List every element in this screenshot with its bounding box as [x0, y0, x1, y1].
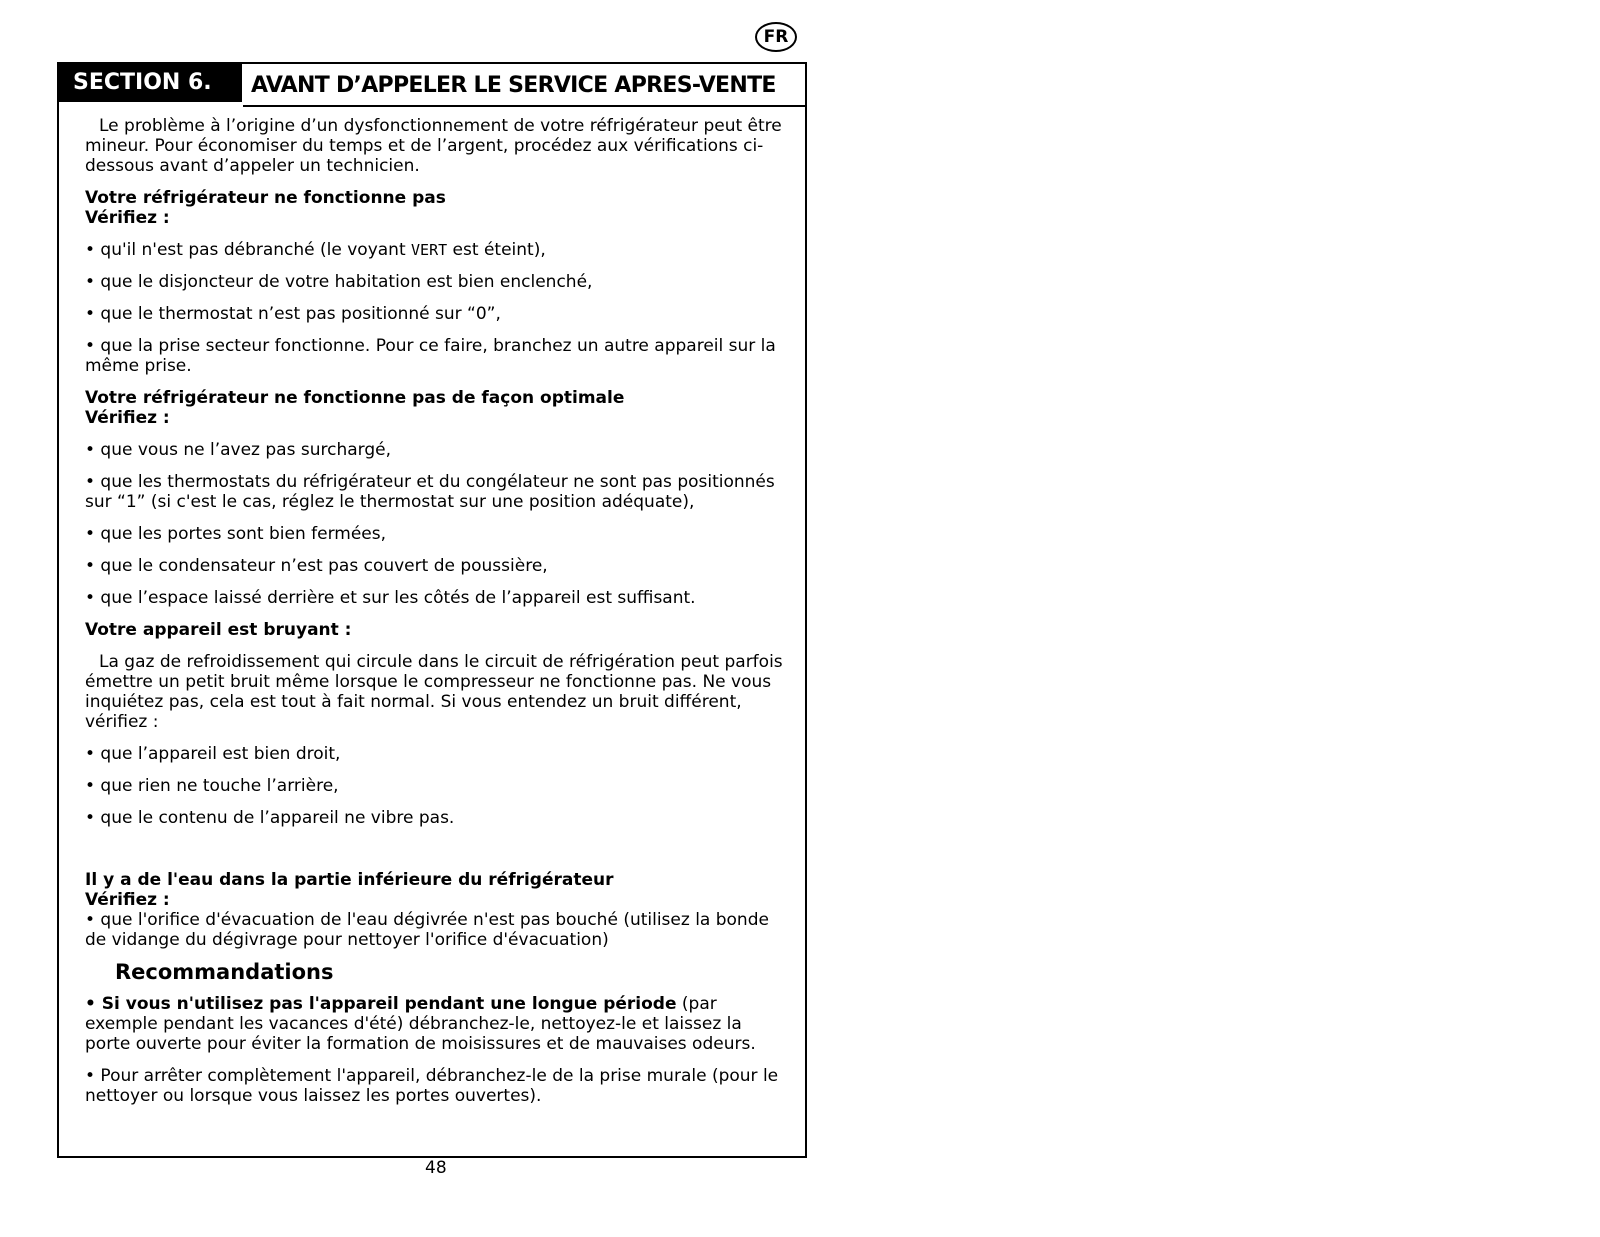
section-content: [85, 116, 785, 1106]
list-item: • que l’appareil est bien droit,: [85, 744, 341, 764]
check-label: Vérifiez :: [85, 208, 170, 228]
noise-paragraph: La gaz de refroidissement qui circule dans le circuit de réfrigération peut parfois émettre un petit bruit même lorsque le compresseur ne fonctionne pas. Ne vous inquiétez pas, cela est tout à fait normal. Si vous entendez un bruit différent, vérifiez :: [85, 652, 783, 732]
list-item: • que les thermostats du réfrigérateur et du congélateur ne sont pas positionnés sur “1” (si c'est le cas, réglez le thermostat sur une position adéquate),: [85, 472, 775, 512]
heading-not-optimal: Votre réfrigérateur ne fonctionne pas de façon optimale: [85, 388, 625, 408]
list-item-text: (par exemple pendant les vacances d'été) débranchez-le, nettoyez-le et laissez la porte ouverte pour éviter la formation de moisissures et de mauvaises odeurs.: [85, 994, 756, 1054]
section-label: SECTION 6.: [59, 64, 242, 102]
list-item: [85, 994, 785, 1054]
list-item: • que les portes sont bien fermées,: [85, 524, 386, 544]
language-badge: [755, 22, 797, 52]
list-item: • que la prise secteur fonctionne. Pour ce faire, branchez un autre appareil sur la même prise.: [85, 336, 776, 376]
heading-not-working: Votre réfrigérateur ne fonctionne pas: [85, 188, 446, 208]
list-item: • que le thermostat n’est pas positionné sur “0”,: [85, 304, 501, 324]
recommendations-title: Recommandations: [115, 960, 334, 984]
list-item: • que le contenu de l’appareil ne vibre pas.: [85, 808, 455, 828]
list-item: [85, 240, 785, 260]
intro-paragraph: Le problème à l’origine d’un dysfonctionnement de votre réfrigérateur peut être mineur. Pour économiser du temps et de l’argent, procédez aux vérifications ci-dessous avant d’appeler un technicien.: [85, 116, 782, 176]
check-label: Vérifiez :: [85, 408, 170, 428]
language-badge-label: FR: [763, 27, 789, 47]
indicator-color-word: VERT: [411, 241, 448, 259]
list-item: • que rien ne touche l’arrière,: [85, 776, 339, 796]
list-item: • que l'orifice d'évacuation de l'eau dégivrée n'est pas bouché (utilisez la bonde de vidange du dégivrage pour nettoyer l'orifice d'évacuation): [85, 910, 769, 950]
section-frame: [57, 62, 807, 1158]
list-item-text: • qu'il n'est pas débranché (le voyant: [85, 240, 412, 260]
list-item: • que le disjoncteur de votre habitation est bien enclenché,: [85, 272, 593, 292]
list-item: • que vous ne l’avez pas surchargé,: [85, 440, 391, 460]
check-label: Vérifiez :: [85, 890, 170, 910]
section-title: AVANT D’APPELER LE SERVICE APRES-VENTE: [243, 64, 805, 107]
list-item-bold: • Si vous n'utilisez pas l'appareil pendant une longue période: [85, 994, 677, 1014]
list-item-text: est éteint),: [447, 240, 546, 260]
list-item: • que le condensateur n’est pas couvert de poussière,: [85, 556, 548, 576]
list-item: • que l’espace laissé derrière et sur les côtés de l’appareil est suffisant.: [85, 588, 696, 608]
list-item: • Pour arrêter complètement l'appareil, débranchez-le de la prise murale (pour le nettoyer ou lorsque vous laissez les portes ouvertes).: [85, 1066, 779, 1106]
heading-noisy: Votre appareil est bruyant :: [85, 620, 352, 640]
page-number: 48: [425, 1158, 447, 1178]
heading-water: Il y a de l'eau dans la partie inférieure du réfrigérateur: [85, 870, 614, 890]
